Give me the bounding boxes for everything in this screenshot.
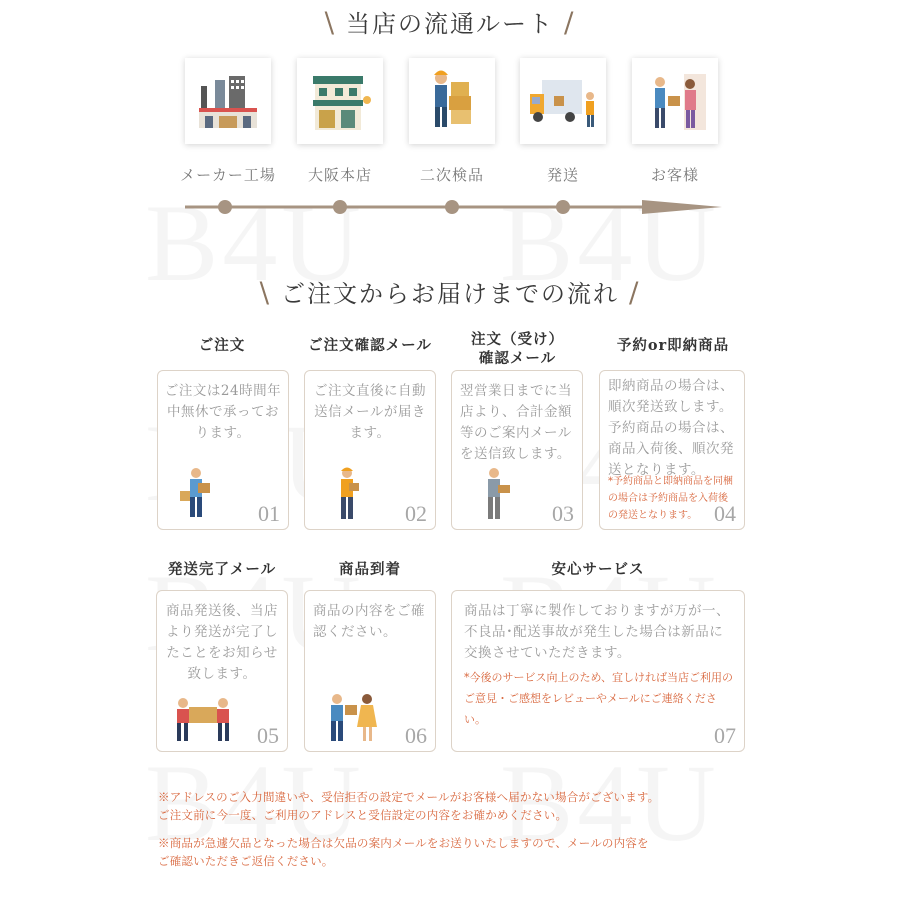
- step-number: 05: [257, 723, 279, 748]
- customer-handover-icon: [632, 58, 718, 144]
- step-title-acceptance-mail: 注文（受け） 確認メール: [471, 331, 564, 367]
- route-label-osaka-store: 大阪本店: [307, 166, 372, 184]
- delivery-handover-icon: [327, 691, 381, 745]
- step-number: 04: [714, 501, 736, 526]
- worker-with-box-icon: [329, 465, 365, 523]
- courier-carrying-box-icon: [176, 465, 216, 523]
- step-card-06: [304, 590, 436, 752]
- route-label-shipping: 発送: [546, 166, 579, 184]
- flow-heading: \ ご注文からお届けまでの流れ /: [0, 274, 900, 309]
- step-desc: 商品は丁寧に製作しておりますが万が一、不良品･配送事故が発生した場合は新品に交換させていただきます。: [464, 603, 730, 661]
- slash-right-icon: /: [629, 276, 641, 309]
- slash-right-icon: /: [564, 6, 576, 39]
- step-title-assurance: 安心サービス: [551, 561, 645, 578]
- step-number: 07: [714, 723, 736, 748]
- step-desc: 商品発送後、当店より発送が完了したことをお知らせ致します。: [166, 603, 278, 682]
- step-desc: 翌営業日までに当店より、合計金額等のご案内メールを送信致します。: [460, 383, 572, 462]
- timeline-arrow-icon: [642, 200, 722, 214]
- step-card-02: [304, 370, 436, 530]
- timeline-dot: [218, 200, 232, 214]
- step-card-05: [156, 590, 288, 752]
- step-card-03: [451, 370, 583, 530]
- store-icon: [297, 58, 383, 144]
- step-title-arrival: 商品到着: [339, 561, 401, 578]
- step-desc: ご注文は24時間年中無休で承っております。: [164, 383, 282, 441]
- slash-left-icon: \: [259, 276, 271, 309]
- inspection-worker-icon: [409, 58, 495, 144]
- step-number: 01: [258, 501, 280, 526]
- timeline-dot: [445, 200, 459, 214]
- step-title-preorder: 予約or即納商品: [616, 337, 730, 354]
- step-title-confirm-mail: ご注文確認メール: [308, 337, 432, 354]
- timeline-dot: [333, 200, 347, 214]
- step-number: 02: [405, 501, 427, 526]
- staff-receiving-box-icon: [480, 465, 516, 523]
- step-card-07: [451, 590, 745, 752]
- factory-icon: [185, 58, 271, 144]
- step-number: 06: [405, 723, 427, 748]
- step-number: 03: [552, 501, 574, 526]
- delivery-truck-icon: [520, 58, 606, 144]
- footer-note-line: ※アドレスのご入力間違いや、受信拒否の設定でメールがお客様へ届かない場合がございます。: [158, 790, 660, 804]
- step-note: *今後のサービス向上のため、宜しければ当店ご利用のご意見・ご感想をレビューやメールにご連絡ください。: [464, 671, 734, 726]
- route-label-inspection: 二次検品: [419, 166, 484, 184]
- route-timeline: [0, 200, 900, 214]
- step-desc: ご注文直後に自動送信メールが届きます。: [314, 383, 426, 441]
- footer-note-line: ※商品が急遽欠品となった場合は欠品の案内メールをお送りいたしますので、メールの内容を: [158, 836, 649, 850]
- step-card-04: [599, 370, 745, 530]
- route-label-customer: お客様: [650, 166, 699, 184]
- timeline-dot: [556, 200, 570, 214]
- route-label-factory: メーカー工場: [180, 166, 276, 184]
- step-card-01: [157, 370, 289, 530]
- route-heading: \ 当店の流通ルート /: [0, 4, 900, 39]
- step-desc: 即納商品の場合は、順次発送致します。予約商品の場合は、商品入荷後、順次発送となります。: [608, 378, 734, 478]
- slash-left-icon: \: [324, 6, 336, 39]
- step-desc: 商品の内容をご確認ください。: [313, 603, 425, 640]
- step-title-shipped-mail: 発送完了メール: [167, 561, 277, 578]
- step-title-order: ご注文: [198, 337, 246, 354]
- step-note: *予約商品と即納商品を同梱の場合は予約商品を入荷後の発送となります。: [608, 476, 733, 521]
- footer-note-line: ご注文前に今一度、ご利用のアドレスと受信設定の内容をお確かめください。: [158, 808, 568, 822]
- movers-carrying-box-icon: [171, 697, 235, 745]
- footer-note-line: ご確認いただきご返信ください。: [158, 854, 334, 868]
